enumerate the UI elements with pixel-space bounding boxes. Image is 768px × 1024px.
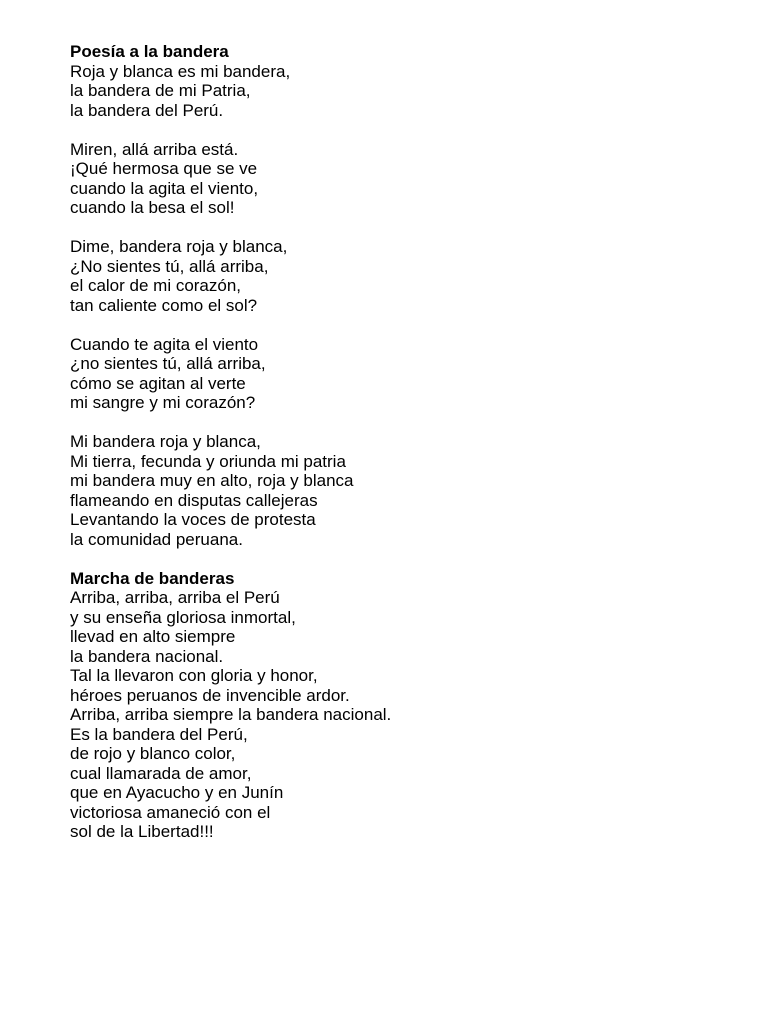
poem-line: héroes peruanos de invencible ardor.	[70, 685, 350, 705]
poem-line: y su enseña gloriosa inmortal,	[70, 607, 296, 627]
poem-line: Roja y blanca es mi bandera,	[70, 61, 291, 81]
poem-line: mi sangre y mi corazón?	[70, 393, 256, 412]
poem-line: llevad en alto siempre	[70, 627, 236, 646]
poem-line: flameando en disputas callejeras	[70, 490, 318, 510]
poem-line: el calor de mi corazón,	[70, 276, 242, 295]
poem-line: Dime, bandera roja y blanca,	[70, 237, 288, 256]
poem-separator	[70, 549, 730, 569]
poem-line: Levantando la voces de protesta	[70, 510, 316, 529]
stanza-separator	[70, 218, 730, 238]
poem-line: Arriba, arriba siempre la bandera nacional.	[70, 705, 392, 724]
poem-line: Arriba, arriba, arriba el Perú	[70, 588, 280, 607]
poem-line: Miren, allá arriba está.	[70, 139, 239, 159]
poem-line: Cuando te agita el viento	[70, 334, 259, 354]
document-page	[70, 42, 730, 842]
poem-line: la bandera nacional.	[70, 646, 224, 666]
poem-line: la comunidad peruana.	[70, 529, 243, 549]
poem-line: cuando la besa el sol!	[70, 198, 235, 217]
poem-line: la bandera del Perú.	[70, 100, 224, 120]
poem-line: la bandera de mi Patria,	[70, 81, 251, 100]
poem-title: Poesía a la bandera	[70, 42, 229, 61]
poem-line: ¡Qué hermosa que se ve	[70, 159, 258, 178]
poem-line: ¿no sientes tú, allá arriba,	[70, 354, 266, 373]
poem-line: mi bandera muy en alto, roja y blanca	[70, 471, 354, 490]
poem-line: cómo se agitan al verte	[70, 373, 246, 393]
poem-line: cual llamarada de amor,	[70, 763, 252, 783]
poem-line: Es la bandera del Perú,	[70, 724, 248, 744]
poem-line: Mi tierra, fecunda y oriunda mi patria	[70, 451, 346, 471]
poem-line: victoriosa amaneció con el	[70, 802, 271, 822]
poem-line: ¿No sientes tú, allá arriba,	[70, 256, 269, 276]
poem-line: de rojo y blanco color,	[70, 744, 236, 763]
poem-title: Marcha de banderas	[70, 568, 235, 588]
poem-line: cuando la agita el viento,	[70, 178, 259, 198]
stanza-separator	[70, 120, 730, 140]
poem-line: Mi bandera roja y blanca,	[70, 432, 261, 451]
stanza-separator	[70, 315, 730, 335]
poem-line: tan caliente como el sol?	[70, 295, 258, 315]
poem-line: que en Ayacucho y en Junín	[70, 783, 284, 802]
stanza-separator	[70, 413, 730, 433]
poem-line: sol de la Libertad!!!	[70, 822, 214, 841]
poem-line: Tal la llevaron con gloria y honor,	[70, 666, 318, 685]
